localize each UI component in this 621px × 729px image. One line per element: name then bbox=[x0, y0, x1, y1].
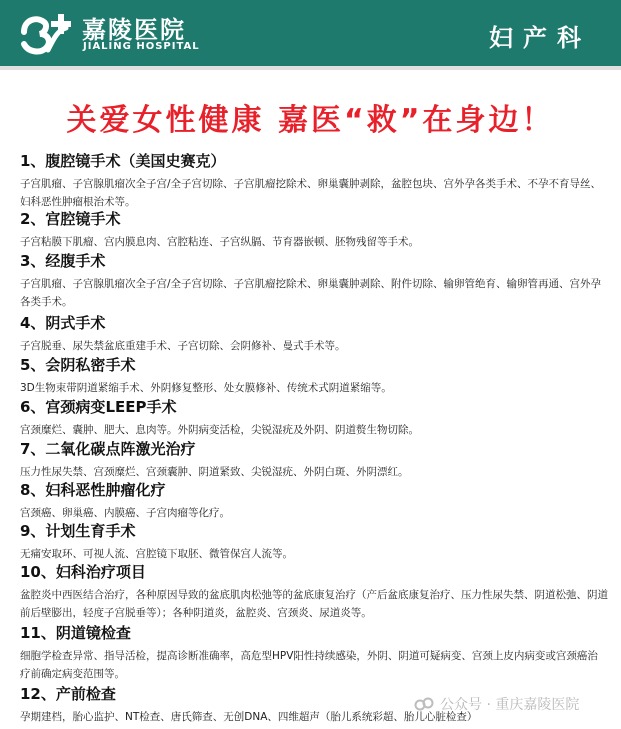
watermark bbox=[414, 693, 579, 715]
service-section bbox=[20, 624, 608, 683]
section-body: 子宫肌瘤、子宫腺肌瘤次全子宫/全子宫切除、子宫肌瘤挖除术、卵巢囊肿剥除，盆腔包块、宫外孕各类手术、不孕不育导丝、妇科恶性肿瘤根治术等。 bbox=[20, 178, 602, 208]
section-body: 宫颈癌、卵巢癌、内膜癌、子宫肉瘤等化疗。 bbox=[20, 507, 230, 519]
service-section bbox=[20, 481, 608, 522]
header-bar bbox=[0, 0, 621, 70]
section-body: 压力性尿失禁、宫颈糜烂、宫颈囊肿、阴道紧致、尖锐湿疣、外阴白斑、外阴漂红。 bbox=[20, 466, 409, 478]
service-section bbox=[20, 152, 608, 211]
service-section bbox=[20, 563, 608, 622]
section-title: 12、产前检查 bbox=[20, 685, 116, 703]
section-body: 宫颈糜烂、囊肿、肥大、息肉等。外阴病变活检，尖锐湿疣及外阴、阴道赘生物切除。 bbox=[20, 424, 419, 436]
section-title: 8、妇科恶性肿瘤化疗 bbox=[20, 481, 166, 499]
section-title: 11、阴道镜检查 bbox=[20, 624, 131, 642]
section-title: 6、宫颈病变LEEP手术 bbox=[20, 398, 177, 416]
service-section bbox=[20, 522, 608, 563]
section-title: 10、妇科治疗项目 bbox=[20, 563, 146, 581]
watermark-text: 公众号 · 重庆嘉陵医院 bbox=[440, 697, 580, 713]
service-section bbox=[20, 314, 608, 355]
section-body: 孕期建档，胎心监护、NT检查、唐氏筛查、无创DNA、四维超声（胎儿系统彩超、胎儿心脏检查） bbox=[20, 711, 478, 723]
jialing-hospital-logo-icon bbox=[18, 10, 78, 58]
service-section bbox=[20, 440, 608, 481]
hospital-name-english: JIALING HOSPITAL bbox=[83, 41, 200, 52]
section-body: 无痛安取环、可视人流、宫腔镜下取胚、微管保宫人流等。 bbox=[20, 548, 293, 560]
section-body: 细胞学检查异常、指导活检，提高诊断准确率，高危型HPV阳性持续感染，外阴、阴道可疑病变、宫颈上皮内病变或宫颈癌治疗前确定病变范围等。 bbox=[20, 650, 598, 680]
section-title: 3、经腹手术 bbox=[20, 252, 106, 270]
section-title: 4、阴式手术 bbox=[20, 314, 106, 332]
hospital-name: 嘉陵医院 bbox=[82, 16, 186, 44]
wechat-official-account-icon bbox=[414, 696, 434, 712]
section-title: 7、二氧化碳点阵激光治疗 bbox=[20, 440, 196, 458]
section-title: 9、计划生育手术 bbox=[20, 522, 136, 540]
section-title: 1、腹腔镜手术（美国史赛克） bbox=[20, 152, 226, 170]
section-body: 盆腔炎中西医结合治疗，各种原因导致的盆底肌肉松弛等的盆底康复治疗（产后盆底康复治疗、压力性尿失禁、阴道松弛、阴道前后壁膨出，轻度子宫脱垂等）；各种阴道炎，盆腔炎、宫颈炎、尿道炎等。 bbox=[20, 589, 608, 619]
section-body: 子宫脱垂、尿失禁盆底重建手术、子宫切除、会阴修补、曼式手术等。 bbox=[20, 340, 346, 352]
section-body: 3D生物束带阴道紧缩手术、外阴修复整形、处女膜修补、传统术式阴道紧缩等。 bbox=[20, 382, 392, 394]
section-title: 2、宫腔镜手术 bbox=[20, 210, 121, 228]
service-section bbox=[20, 356, 608, 397]
slogan-headline: 关爱女性健康 嘉医“救”在身边！ bbox=[66, 103, 555, 138]
section-body: 子宫肌瘤、子宫腺肌瘤次全子宫/全子宫切除、子宫肌瘤挖除术、卵巢囊肿剥除、附件切除、输卵管绝育、输卵管再通、宫外孕各类手术。 bbox=[20, 278, 602, 308]
section-body: 子宫粘膜下肌瘤、宫内膜息肉、宫腔粘连、子宫纵膈、节育器嵌顿、胚物残留等手术。 bbox=[20, 236, 419, 248]
department-title: 妇产科 bbox=[489, 24, 591, 52]
service-section bbox=[20, 252, 608, 311]
service-section bbox=[20, 210, 608, 251]
section-title: 5、会阴私密手术 bbox=[20, 356, 136, 374]
service-section bbox=[20, 398, 608, 439]
